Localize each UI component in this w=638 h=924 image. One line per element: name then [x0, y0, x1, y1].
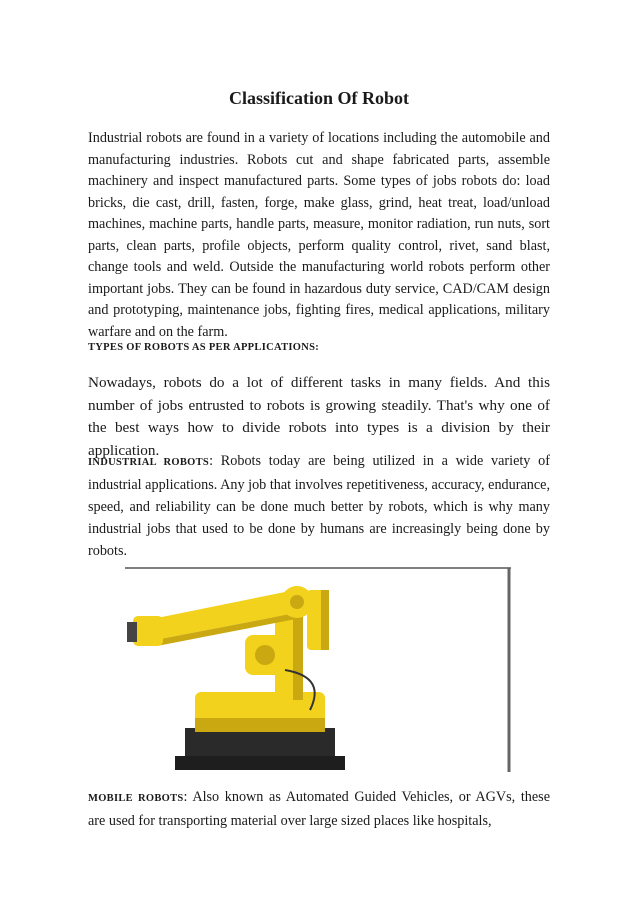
mobile-robots-text: Also known as Automated Guided Vehicles, or AGVs, these are used for transporting material over large sized places like hospitals,	[88, 789, 550, 829]
mobile-robots-paragraph	[88, 786, 550, 832]
page-title: Classification Of Robot	[229, 88, 409, 108]
industrial-robots-sep: :	[209, 453, 221, 469]
mobile-robots-label: MOBILE ROBOTS	[88, 793, 184, 804]
industrial-robots-text: Robots today are being utilized in a wide variety of industrial applications. Any job that involves repetitiveness, accuracy, endurance, speed, and reliability can be done much better by robots, which is why many industrial jobs that used to be done by humans are increasingly being done by robots.	[88, 453, 550, 559]
industrial-robots-label: INDUSTRIAL ROBOTS	[88, 457, 210, 468]
intro-paragraph: Industrial robots are found in a variety of locations including the automobile and manufacturing industries. Robots cut and shape fabricated parts, assemble machinery and inspect manufactured parts. Some types of jobs robots do: load bricks, die cast, drill, fasten, forge, make glass, grind, heat treat, load/unload machines, machine parts, handle parts, measure, monitor radiation, run nuts, sort parts, clean parts, profile objects, perform quality control, rivet, sand blast, change tools and weld. Outside the manufacturing world robots perform other important jobs. They can be found in hazardous duty service, CAD/CAM design and prototyping, maintenance jobs, fighting fires, medical applications, military warfare and on the farm.	[88, 130, 550, 340]
mobile-robots-sep: :	[183, 789, 193, 805]
industrial-robots-paragraph	[88, 450, 550, 562]
section-intro-paragraph: Nowadays, robots do a lot of different tasks in many fields. And this number of jobs entrusted to robots is growing steadily. That's why one of the best ways how to divide robots into types is a division by their application.	[88, 374, 550, 459]
section-heading: TYPES OF ROBOTS AS PER APPLICATIONS:	[88, 342, 320, 353]
industrial-robot-image	[125, 560, 513, 772]
